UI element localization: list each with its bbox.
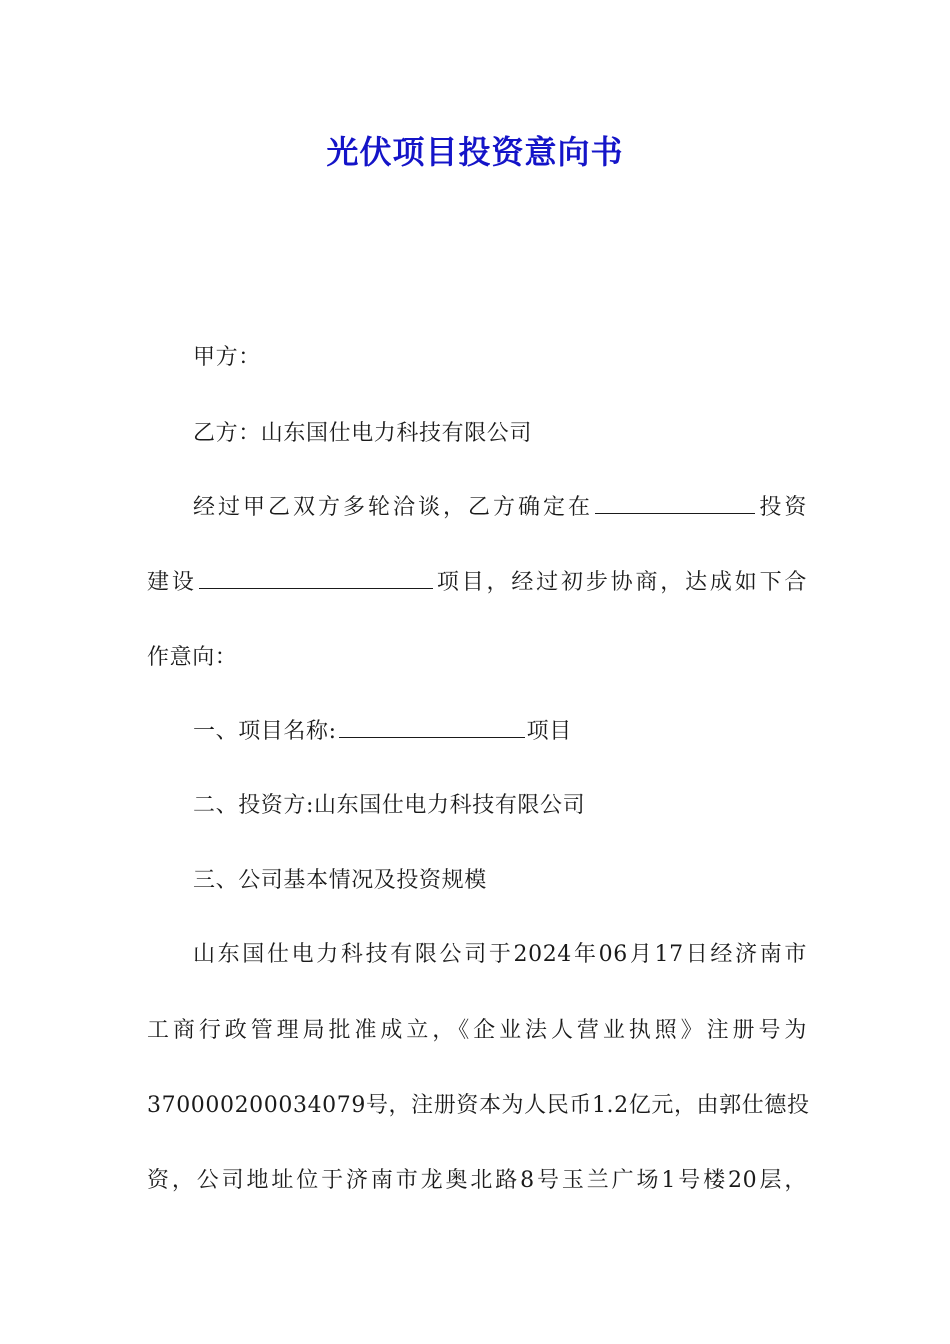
party-a-line: 甲方： xyxy=(193,345,261,370)
intro-line-2-suffix: 项目，经过初步协商，达成如下合 xyxy=(434,570,807,595)
company-paragraph-line-4: 资，公司地址位于济南市龙奥北路8号玉兰广场1号楼20层， xyxy=(147,1168,807,1193)
item-project-name-label: 一、项目名称: xyxy=(193,719,337,744)
intro-line-1-suffix: 投资 xyxy=(757,495,807,520)
intro-line-1-prefix: 经过甲乙双方多轮洽谈，乙方确定在 xyxy=(193,495,593,520)
intro-line-2 xyxy=(147,563,807,603)
intro-line-2-prefix: 建设 xyxy=(147,570,197,595)
company-paragraph-line-2: 工商行政管理局批准成立，《企业法人营业执照》注册号为 xyxy=(147,1018,807,1043)
intro-line-1 xyxy=(193,488,807,528)
company-paragraph-line-3: 370000200034079号，注册资本为人民币1.2亿元，由郭仕德投 xyxy=(147,1093,810,1118)
item-project-name xyxy=(193,712,807,752)
item-investor: 二、投资方:山东国仕电力科技有限公司 xyxy=(193,793,586,818)
project-name-blank xyxy=(339,713,525,738)
party-b-line: 乙方：山东国仕电力科技有限公司 xyxy=(193,421,533,446)
intro-line-3: 作意向： xyxy=(147,645,238,670)
item-project-name-suffix: 项目 xyxy=(526,719,572,744)
company-paragraph-line-1: 山东国仕电力科技有限公司于2024年06月17日经济南市 xyxy=(193,942,807,967)
investment-location-blank xyxy=(595,489,755,514)
project-blank xyxy=(199,564,433,589)
document-title: 光伏项目投资意向书 xyxy=(326,133,624,171)
item-company-info-heading: 三、公司基本情况及投资规模 xyxy=(193,868,487,893)
